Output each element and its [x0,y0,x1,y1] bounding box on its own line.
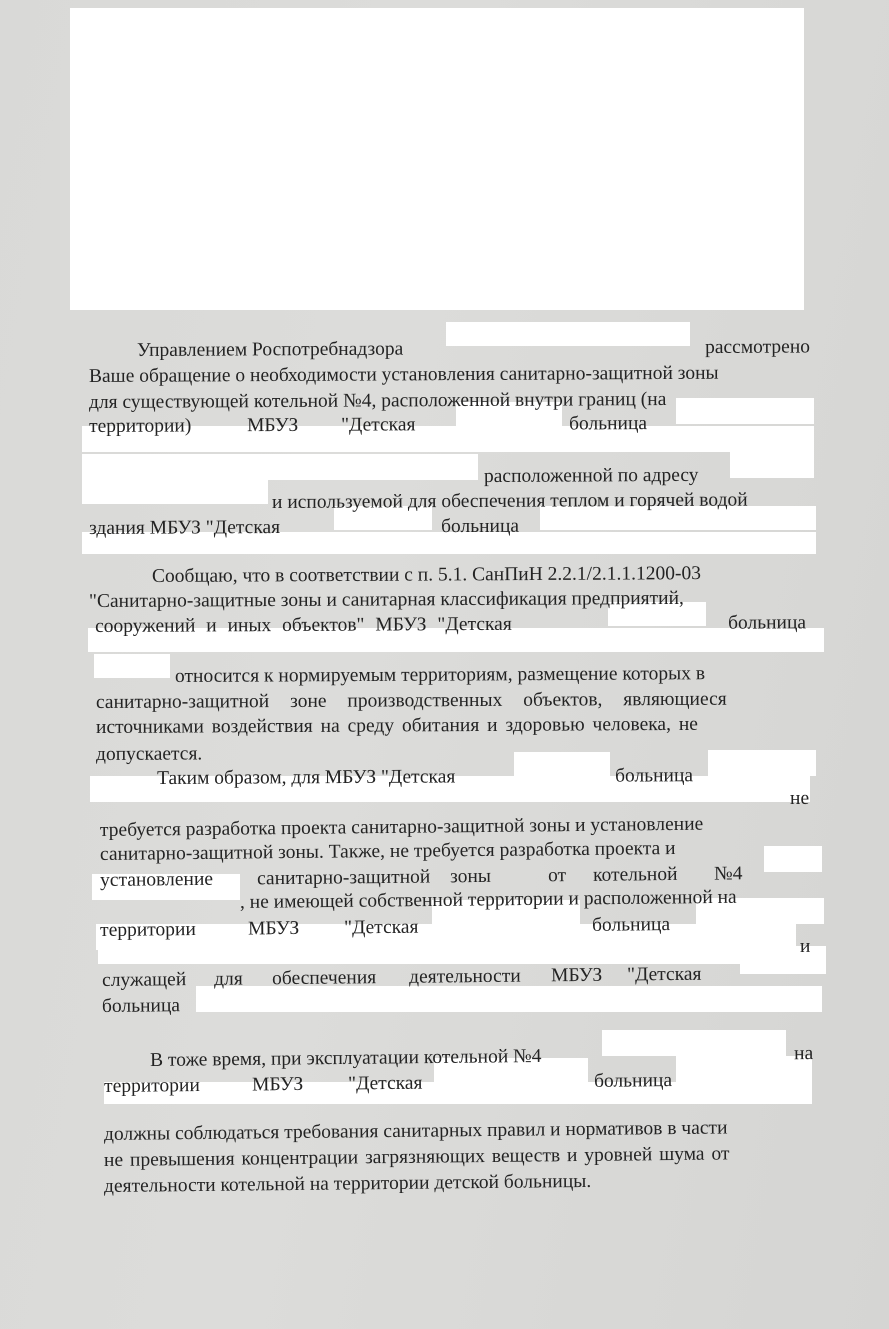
text-line: , не имеющей собственной территории и расположенной на [239,886,737,913]
text-line: не превышения концентрации загрязняющих веществ и уровней шума от [103,1143,730,1171]
redacted-text [94,654,170,678]
redacted-text [514,752,610,778]
text-line: требуется разработка проекта санитарно-защитной зоны и установление [99,813,704,841]
redacted-text [730,452,814,478]
redacted-text [740,946,826,974]
redacted-text [104,1082,812,1104]
text-line: больница [101,995,181,1017]
text-line: санитарно-защитной зоне производственных объектов, являющиеся [95,688,727,713]
redacted-text [676,1056,812,1082]
redacted-text [708,750,816,776]
text-line: для существующей котельной №4, расположенной внутри границ (на [88,388,667,413]
redacted-text [82,480,268,504]
redacted-text [676,398,814,424]
redacted-text [98,950,814,964]
text-line: должны соблюдаться требования санитарных правил и нормативов в части [103,1117,728,1145]
text-line: допускается. [95,743,203,765]
letter-page: Управлением Роспотребнадзора рассмотрено Ваше обращение о необходимости установления санитарно-защитной зоны для существующей котельной №4, расположенной внутри границ (на территории) МБУЗ "Детская больница расположенной по адресу и используемой для обеспечения теплом и горячей водой здания МБУЗ "Детская больница Сообщаю, что в соответствии с п. 5.1. СанПиН 2.2.1/2.1.1.1200-03 "Санитарно-защитные зоны и санитарная классификация предприятий, сооружений и иных объектов" МБУЗ "Детская больница относится к нормируемым территориям, размещение которых в санитарно-защитной зоне производственных объектов, являющиеся источниками воздействия на среду обитания и здоровью человека, не допускается. Таким образом, для МБУЗ "Детская больница не требуется разработка проекта санитарно-защитной зоны и установление санитарно-защитной зоны. Также, не требуется разработка проекта и установление санитарно-защитной зоны от котельной №4 , не имеющей собственной территории и расположенной на территории МБУЗ "Детская больница и служащей для обеспечения деятельности МБУЗ "Детская больница В тоже время, при эксплуатации котельной №4 на территории МБУЗ "Детская больница должны соблюдаться требования санитарных правил и нормативов в части не превышения концентрации загрязняющих веществ и уровней шума от деятельности котельной на территории детской больницы. [0,0,889,1329]
redacted-text [602,1030,786,1056]
redacted-text [764,846,822,872]
text-line: Ваше обращение о необходимости установления санитарно-защитной зоны [88,362,719,387]
text-line: не [789,787,810,809]
text-line: расположенной по адресу [483,464,699,487]
text-line: относится к нормируемым территориям, размещение которых в [174,663,706,687]
redacted-text [96,924,796,950]
text-line: Сообщаю, что в соответствии с п. 5.1. СанПиН 2.2.1/2.1.1.1200-03 [151,563,701,587]
text-line: и используемой для обеспечения теплом и горячей водой [271,489,748,513]
text-line: Управлением Роспотребнадзора рассмотрено [136,336,811,361]
redacted-letterhead [70,8,804,310]
text-line: "Санитарно-защитные зоны и санитарная классификация предприятий, [88,587,684,612]
text-line: источниками воздействия на среду обитания и здоровью человека, не [95,713,698,738]
text-line: деятельности котельной на территории детской больницы. [103,1170,592,1197]
redacted-text [82,426,814,452]
redacted-text [82,454,478,480]
text-line: и [799,935,811,957]
text-line: санитарно-защитной зоны. Также, не требуется разработка проекта и [99,837,676,865]
